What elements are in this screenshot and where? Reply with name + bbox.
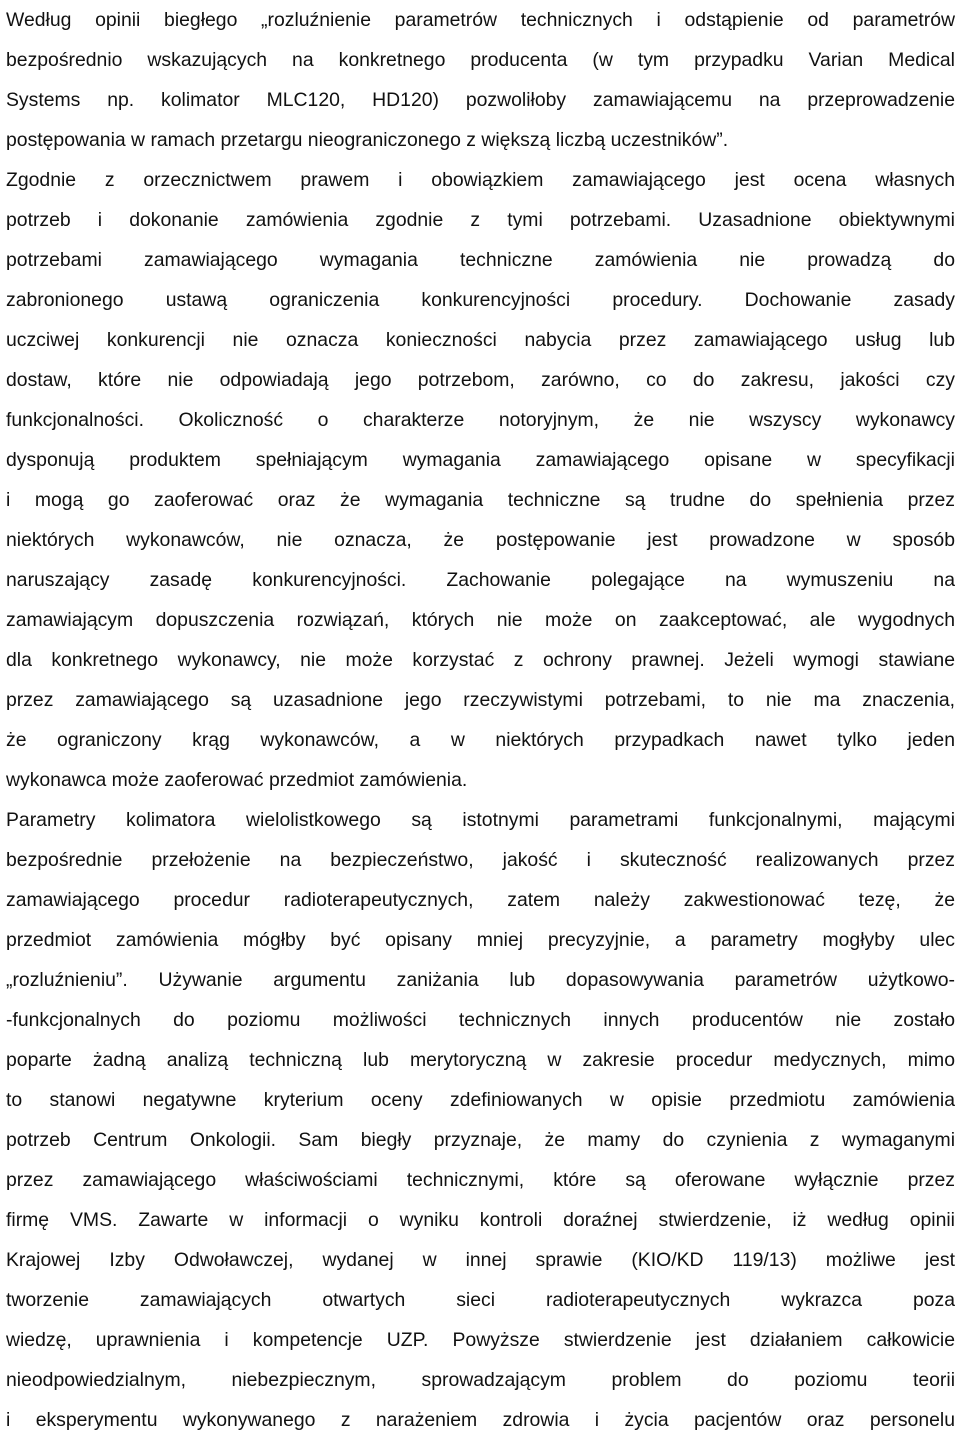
text-line: zamawiającym dopuszczenia rozwiązań, których nie może on zaakceptować, ale wygodnych bbox=[6, 609, 955, 631]
text-line: przez zamawiającego właściwościami technicznymi, które są oferowane wyłącznie przez bbox=[6, 1169, 955, 1191]
text-line: przez zamawiającego są uzasadnione jego rzeczywistymi potrzebami, to nie ma znaczenia, bbox=[6, 689, 955, 711]
text-line: postępowania w ramach przetargu nieograniczonego z większą liczbą uczestników”. bbox=[6, 129, 729, 151]
text-line: nieodpowiedzialnym, niebezpiecznym, sprowadzającym problem do poziomu teorii bbox=[6, 1369, 955, 1391]
text-line: -funkcjonalnych do poziomu możliwości technicznych innych producentów nie zostało bbox=[6, 1009, 955, 1031]
text-line: Parametry kolimatora wielolistkowego są istotnymi parametrami funkcjonalnymi, mającymi bbox=[6, 809, 955, 831]
text-line: dostaw, które nie odpowiadają jego potrzebom, zarówno, co do zakresu, jakości czy bbox=[6, 369, 955, 391]
text-line: wykonawca może zaoferować przedmiot zamówienia. bbox=[6, 769, 468, 791]
document-body bbox=[6, 0, 955, 1440]
text-line: i mogą go zaoferować oraz że wymagania techniczne są trudne do spełnienia przez bbox=[6, 489, 955, 511]
text-line: potrzeb Centrum Onkologii. Sam biegły przyznaje, że mamy do czynienia z wymaganymi bbox=[6, 1129, 955, 1151]
text-line: przedmiot zamówienia mógłby być opisany mniej precyzyjnie, a parametry mogłyby ulec bbox=[6, 929, 955, 951]
text-line: Zgodnie z orzecznictwem prawem i obowiązkiem zamawiającego jest ocena własnych bbox=[6, 169, 955, 191]
text-line: naruszający zasadę konkurencyjności. Zachowanie polegające na wymuszeniu na bbox=[6, 569, 955, 591]
text-line: uczciwej konkurencji nie oznacza konieczności nabycia przez zamawiającego usług lub bbox=[6, 329, 955, 351]
text-line: firmę VMS. Zawarte w informacji o wyniku kontroli doraźnej stwierdzenie, iż według opinii bbox=[6, 1209, 955, 1231]
text-line: poparte żadną analizą techniczną lub merytoryczną w zakresie procedur medycznych, mimo bbox=[6, 1049, 955, 1071]
text-line: że ograniczony krąg wykonawców, a w niektórych przypadkach nawet tylko jeden bbox=[6, 729, 955, 751]
text-line: zabronionego ustawą ograniczenia konkurencyjności procedury. Dochowanie zasady bbox=[6, 289, 955, 311]
text-line: bezpośrednie przełożenie na bezpieczeństwo, jakość i skuteczność realizowanych przez bbox=[6, 849, 955, 871]
text-line: tworzenie zamawiających otwartych sieci radioterapeutycznych wykrazca poza bbox=[6, 1289, 955, 1311]
text-line: potrzebami zamawiającego wymagania techniczne zamówienia nie prowadzą do bbox=[6, 249, 955, 271]
text-line: dysponują produktem spełniającym wymagania zamawiającego opisane w specyfikacji bbox=[6, 449, 955, 471]
text-line: dla konkretnego wykonawcy, nie może korzystać z ochrony prawnej. Jeżeli wymogi stawiane bbox=[6, 649, 955, 671]
text-line: funkcjonalności. Okoliczność o charakterze notoryjnym, że nie wszyscy wykonawcy bbox=[6, 409, 955, 431]
text-line: Według opinii biegłego „rozluźnienie parametrów technicznych i odstąpienie od parametrów bbox=[6, 9, 955, 31]
text-line: zamawiającego procedur radioterapeutycznych, zatem należy zakwestionować tezę, że bbox=[6, 889, 955, 911]
text-line: i eksperymentu wykonywanego z narażeniem zdrowia i życia pacjentów oraz personelu bbox=[6, 1409, 955, 1431]
text-line: Krajowej Izby Odwoławczej, wydanej w innej sprawie (KIO/KD 119/13) możliwe jest bbox=[6, 1249, 955, 1271]
text-line: bezpośrednio wskazujących na konkretnego producenta (w tym przypadku Varian Medical bbox=[6, 49, 955, 71]
text-line: niektórych wykonawców, nie oznacza, że postępowanie jest prowadzone w sposób bbox=[6, 529, 955, 551]
text-line: wiedzę, uprawnienia i kompetencje UZP. Powyższe stwierdzenie jest działaniem całkowicie bbox=[6, 1329, 955, 1351]
text-line: „rozluźnieniu”. Używanie argumentu zaniżania lub dopasowywania parametrów użytkowo- bbox=[6, 969, 955, 991]
text-line: Systems np. kolimator MLC120, HD120) pozwoliłoby zamawiającemu na przeprowadzenie bbox=[6, 89, 955, 111]
text-line: to stanowi negatywne kryterium oceny zdefiniowanych w opisie przedmiotu zamówienia bbox=[6, 1089, 955, 1111]
text-line: potrzeb i dokonanie zamówienia zgodnie z tymi potrzebami. Uzasadnione obiektywnymi bbox=[6, 209, 955, 231]
